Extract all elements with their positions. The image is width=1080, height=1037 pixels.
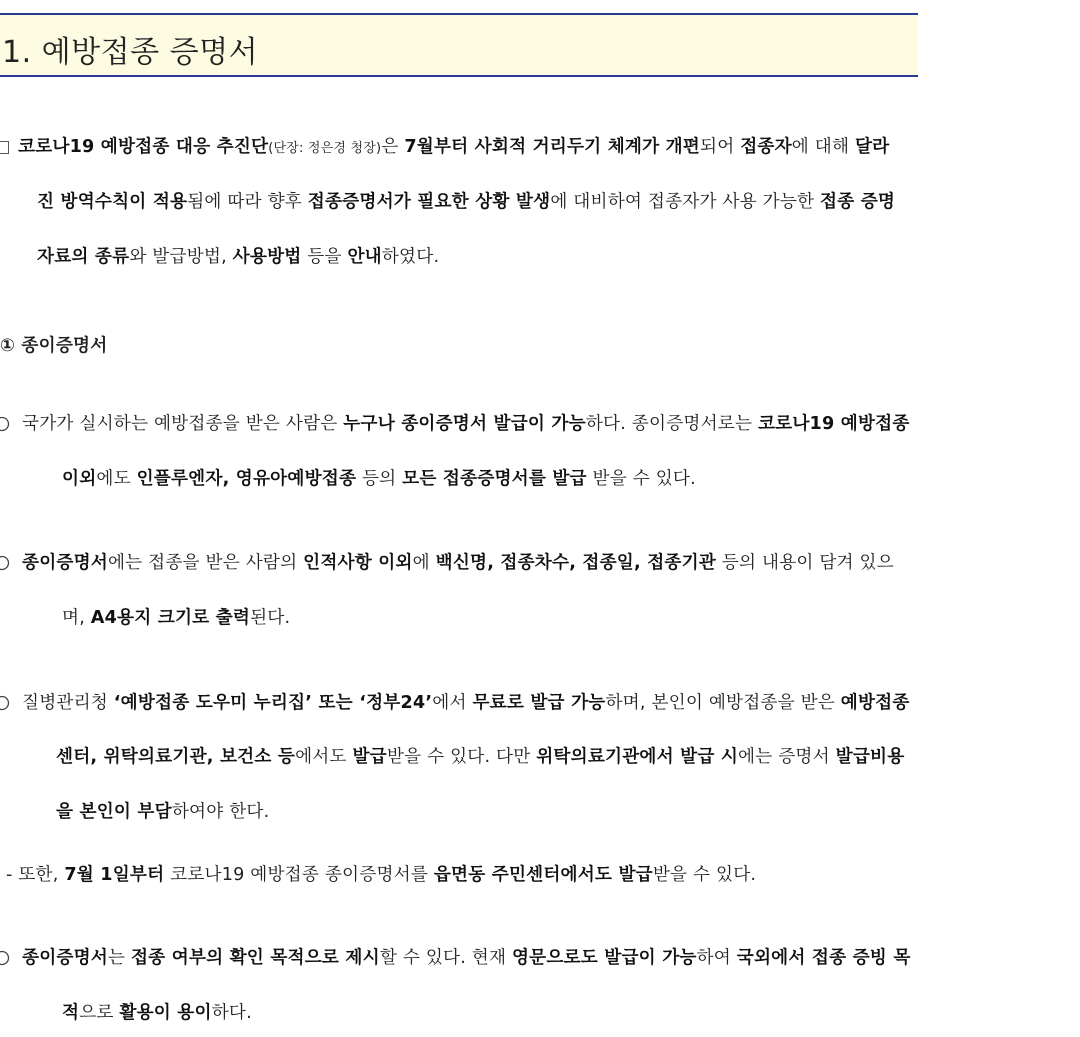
page-title: 1. 예방접종 증명서 (2, 35, 259, 70)
title-banner (0, 13, 918, 77)
paragraph-line: 센터, 위탁의료기관, 보건소 등에서도 발급받을 수 있다. 다만 위탁의료기관에서 발급 시에는 증명서 발급비용 (56, 747, 905, 767)
paragraph-line: 며, A4용지 크기로 출력된다. (62, 608, 291, 628)
circle-bullet-icon (0, 950, 11, 966)
paragraph-line: 을 본인이 부담하여야 한다. (56, 802, 270, 822)
paragraph-line: 종이증명서는 접종 여부의 확인 목적으로 제시할 수 있다. 현재 영문으로도 발급이 가능하여 국외에서 접종 증빙 목 (22, 948, 911, 968)
paragraph-line: 적으로 활용이 용이하다. (62, 1003, 252, 1023)
intro-line: 자료의 종류와 발급방법, 사용방법 등을 안내하였다. (37, 247, 440, 267)
paragraph-line: 이외에도 인플루엔자, 영유아예방접종 등의 모든 접종증명서를 발급 받을 수 있다. (62, 469, 696, 489)
circle-bullet-icon (0, 416, 11, 432)
circle-bullet-icon (0, 555, 11, 571)
circle-bullet-icon (0, 695, 11, 711)
square-bullet-icon (0, 141, 9, 154)
paragraph-line: 질병관리청 ‘예방접종 도우미 누리집’ 또는 ‘정부24’에서 무료로 발급 가능하며, 본인이 예방접종을 받은 예방접종 (22, 693, 910, 713)
intro-line: 코로나19 예방접종 대응 추진단(단장: 정은경 청장)은 7월부터 사회적 거리두기 체계가 개편되어 접종자에 대해 달라 (18, 137, 890, 157)
paragraph-line: - 또한, 7월 1일부터 코로나19 예방접종 종이증명서를 읍면동 주민센터에서도 발급받을 수 있다. (6, 865, 757, 885)
intro-line: 진 방역수칙이 적용됨에 따라 향후 접종증명서가 필요한 상황 발생에 대비하여 접종자가 사용 가능한 접종 증명 (37, 192, 896, 212)
paragraph-line: 국가가 실시하는 예방접종을 받은 사람은 누구나 종이증명서 발급이 가능하다. 종이증명서로는 코로나19 예방접종 (22, 414, 910, 434)
paragraph-line: 종이증명서에는 접종을 받은 사람의 인적사항 이외에 백신명, 접종차수, 접종일, 접종기관 등의 내용이 담겨 있으 (22, 553, 894, 573)
section-heading: ① 종이증명서 (0, 336, 108, 356)
